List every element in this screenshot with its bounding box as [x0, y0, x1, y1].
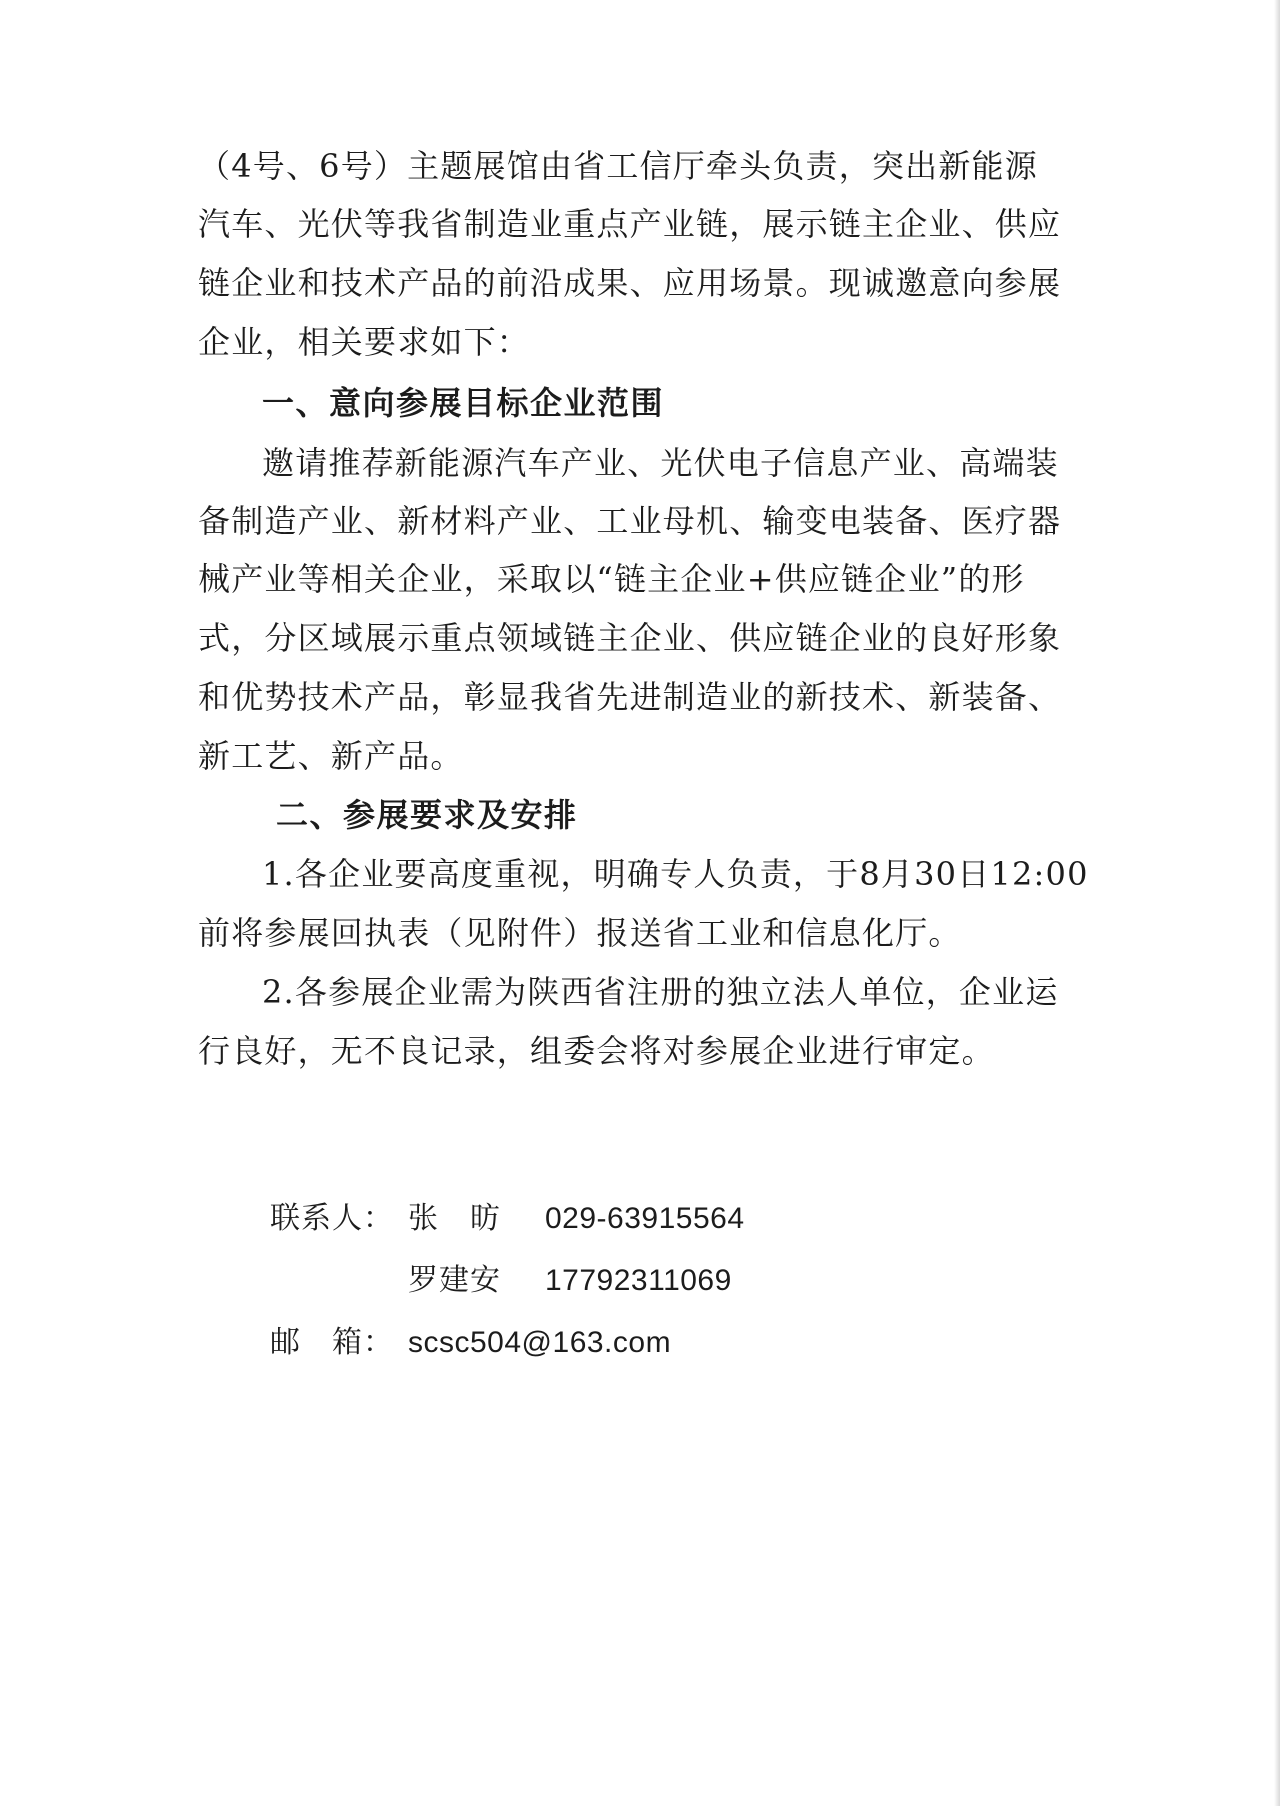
contact-name-1: 张 昉 — [408, 1201, 501, 1236]
paragraph-line: 1.各企业要高度重视，明确专人负责，于8月30日12:00 — [262, 855, 1089, 893]
paragraph-line: 链企业和技术产品的前沿成果、应用场景。现诚邀意向参展 — [198, 264, 1062, 302]
paragraph-line: 2.各参展企业需为陕西省注册的独立法人单位，企业运 — [262, 973, 1059, 1011]
paragraph-line: （4号、6号）主题展馆由省工信厅牵头负责，突出新能源 — [198, 147, 1038, 185]
paragraph-line: 邀请推荐新能源汽车产业、光伏电子信息产业、高端装 — [262, 444, 1059, 482]
paragraph-line: 行良好，无不良记录，组委会将对参展企业进行审定。 — [198, 1032, 995, 1070]
scan-edge-shadow — [1274, 0, 1280, 1806]
paragraph-line: 式，分区域展示重点领域链主企业、供应链企业的良好形象 — [198, 619, 1062, 657]
paragraph-line: 企业，相关要求如下： — [198, 323, 531, 361]
section-heading-1: 一、意向参展目标企业范围 — [262, 384, 665, 422]
section-heading-2: 二、参展要求及安排 — [276, 796, 578, 834]
paragraph-line: 新工艺、新产品。 — [198, 737, 464, 775]
contact-phone-2: 17792311069 — [545, 1264, 732, 1297]
paragraph-line: 汽车、光伏等我省制造业重点产业链，展示链主企业、供应 — [198, 205, 1062, 243]
email-address: scsc504@163.com — [408, 1326, 672, 1359]
paragraph-line: 备制造产业、新材料产业、工业母机、输变电装备、医疗器 — [198, 502, 1062, 540]
email-label: 邮 箱： — [270, 1325, 394, 1360]
paragraph-line: 械产业等相关企业，采取以“链主企业+供应链企业”的形 — [198, 560, 1025, 598]
contact-name-2: 罗建安 — [408, 1263, 501, 1298]
contact-label: 联系人： — [270, 1201, 394, 1236]
paragraph-line: 和优势技术产品，彰显我省先进制造业的新技术、新装备、 — [198, 678, 1062, 716]
paragraph-line: 前将参展回执表（见附件）报送省工业和信息化厅。 — [198, 914, 962, 952]
contact-phone-1: 029-63915564 — [545, 1202, 745, 1235]
